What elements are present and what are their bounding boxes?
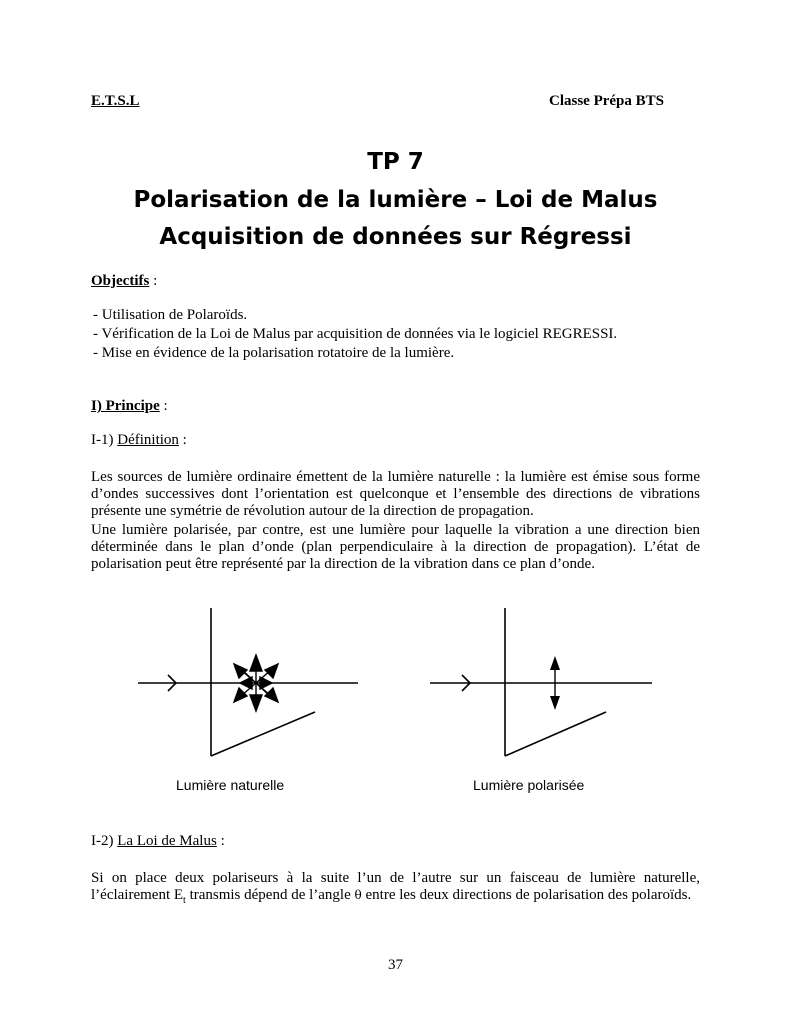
subsection1-suffix: : bbox=[178, 432, 187, 448]
subsection1-prefix: I-1) bbox=[91, 432, 118, 448]
objective-item: - Mise en évidence de la polarisation rotatoire de la lumière. bbox=[93, 345, 455, 361]
page-number: 37 bbox=[388, 957, 403, 973]
subsection2-suffix: : bbox=[216, 833, 225, 849]
objectives-list bbox=[93, 307, 617, 364]
title-line2: Polarisation de la lumière – Loi de Malus bbox=[133, 187, 658, 213]
polarized-light-diagram bbox=[430, 608, 652, 756]
malus-paragraph bbox=[91, 870, 700, 909]
subsection1-heading bbox=[91, 432, 187, 449]
subsection2-heading bbox=[91, 833, 225, 850]
malus-text-part: Si on place deux polariseurs à la suite l’un de l’autre sur un faisceau de lumière naturelle, l’éclairement E bbox=[91, 870, 700, 903]
objective-item: - Utilisation de Polaroïds. bbox=[93, 307, 248, 323]
objectives-heading bbox=[91, 273, 157, 290]
natural-light-diagram bbox=[138, 608, 358, 756]
subsection2-prefix: I-2) bbox=[91, 833, 118, 849]
title-line3: Acquisition de données sur Régressi bbox=[159, 224, 632, 250]
objectives-heading-label: Objectifs bbox=[91, 273, 150, 289]
section1-heading bbox=[91, 398, 168, 415]
natural-light-caption: Lumière naturelle bbox=[176, 777, 285, 793]
wave-plane-oblique-edge bbox=[505, 712, 606, 756]
polarization-figures bbox=[0, 600, 791, 800]
subsection1-title: Définition bbox=[117, 432, 179, 448]
wave-plane-oblique-edge bbox=[211, 712, 315, 756]
definition-paragraph-2: Une lumière polarisée, par contre, est une lumière pour laquelle la vibration a une direction bien déterminée dans le plan d’onde (plan perpendiculaire à la direction de propagation). L’état de polarisation peut être représenté par la direction de la vibration dans ce plan d’onde. bbox=[91, 522, 700, 572]
title-line1: TP 7 bbox=[367, 149, 424, 175]
theta-symbol: θ bbox=[354, 888, 362, 902]
objective-item: - Vérification de la Loi de Malus par acquisition de données via le logiciel REGRESSI. bbox=[93, 326, 618, 342]
header-left: E.T.S.L bbox=[91, 93, 140, 109]
header-right: Classe Prépa BTS bbox=[549, 93, 665, 109]
transmitted-subscript: t bbox=[183, 895, 186, 906]
polarized-light-caption: Lumière polarisée bbox=[473, 777, 585, 793]
definition-paragraph-1: Les sources de lumière ordinaire émettent de la lumière naturelle : la lumière est émise sous forme d’ondes successives dont l’orientation est quelconque et l’ensemble des directions de vibrations présente une symétrie de révolution autour de la direction de propagation. bbox=[91, 469, 700, 519]
subsection2-title: La Loi de Malus bbox=[117, 833, 217, 849]
malus-text-part: entre les deux directions de polarisation des polaroïds. bbox=[361, 887, 692, 903]
section1-heading-label: I) Principe bbox=[91, 398, 160, 414]
objectives-heading-suffix: : bbox=[149, 273, 158, 289]
natural-vibration-star-icon bbox=[234, 655, 278, 711]
malus-text-part: transmis dépend de l’angle bbox=[185, 887, 355, 903]
section1-heading-suffix: : bbox=[159, 398, 168, 414]
